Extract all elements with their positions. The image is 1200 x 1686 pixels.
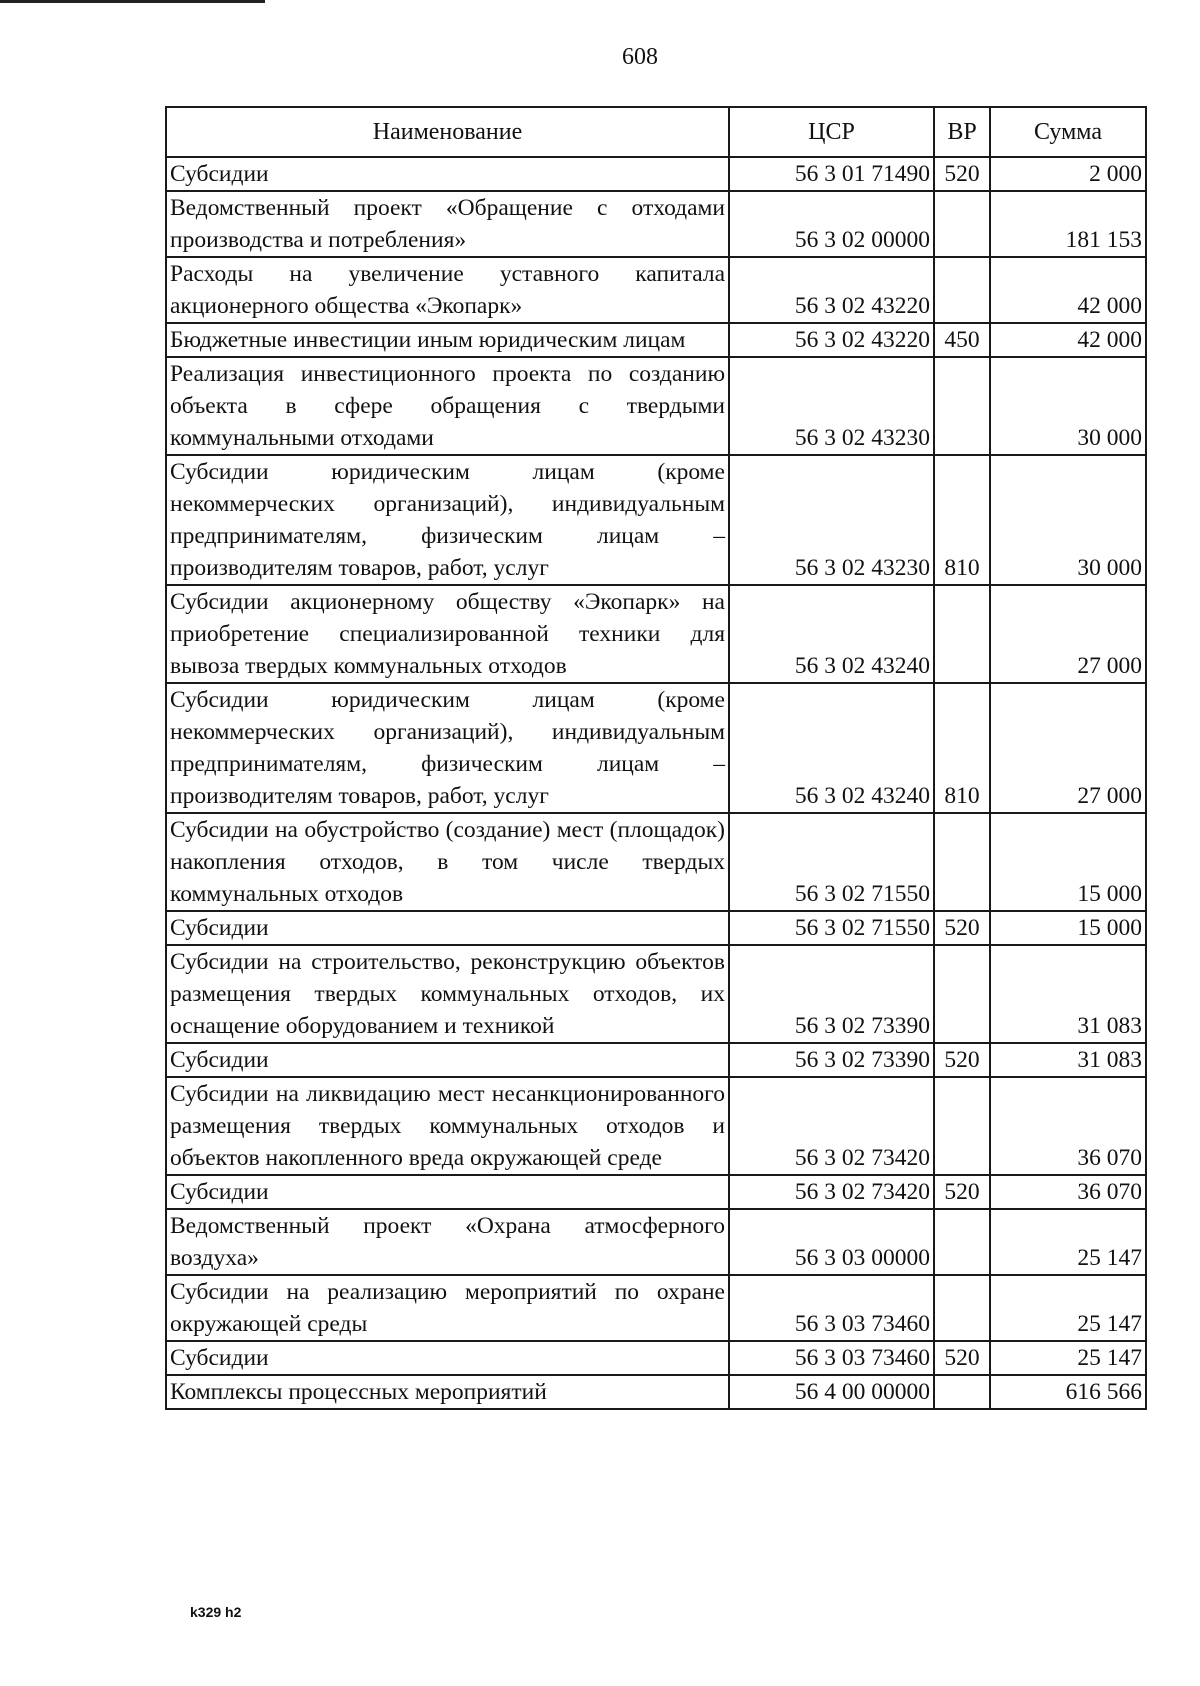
row-csr: 56 3 02 43230 (729, 357, 934, 455)
table-row (166, 1209, 1146, 1275)
row-vr (934, 585, 990, 683)
row-name: Субсидии (166, 157, 729, 191)
budget-table (165, 106, 1147, 1410)
row-name: Субсидии на строительство, реконструкцию объектов размещения твердых коммунальных отходов, их оснащение оборудованием и техникой (166, 945, 729, 1043)
row-name: Бюджетные инвестиции иным юридическим лицам (166, 323, 729, 357)
row-sum: 36 070 (990, 1175, 1146, 1209)
row-vr (934, 357, 990, 455)
row-csr: 56 4 00 00000 (729, 1375, 934, 1409)
row-csr: 56 3 02 73420 (729, 1175, 934, 1209)
row-name: Субсидии (166, 1341, 729, 1375)
row-csr: 56 3 02 73390 (729, 945, 934, 1043)
row-name: Субсидии на реализацию мероприятий по охране окружающей среды (166, 1275, 729, 1341)
table-row (166, 945, 1146, 1043)
row-csr: 56 3 02 71550 (729, 813, 934, 911)
row-csr: 56 3 02 00000 (729, 191, 934, 257)
table-row (166, 911, 1146, 945)
table-row (166, 813, 1146, 911)
row-vr: 520 (934, 1175, 990, 1209)
row-sum: 25 147 (990, 1341, 1146, 1375)
table-row (166, 157, 1146, 191)
table-row (166, 1077, 1146, 1175)
row-sum: 616 566 (990, 1375, 1146, 1409)
row-sum: 2 000 (990, 157, 1146, 191)
page-number: 608 (622, 44, 658, 70)
table-row (166, 585, 1146, 683)
row-name: Субсидии акционерному обществу «Экопарк» на приобретение специализированной техники для вывоза твердых коммунальных отходов (166, 585, 729, 683)
table-row (166, 455, 1146, 585)
row-csr: 56 3 03 73460 (729, 1275, 934, 1341)
row-csr: 56 3 02 73390 (729, 1043, 934, 1077)
row-vr: 810 (934, 683, 990, 813)
header-csr: ЦСР (729, 107, 934, 157)
row-csr: 56 3 02 71550 (729, 911, 934, 945)
table-row (166, 323, 1146, 357)
row-vr (934, 1275, 990, 1341)
row-name: Ведомственный проект «Охрана атмосферного воздуха» (166, 1209, 729, 1275)
row-vr (934, 191, 990, 257)
row-name: Субсидии на обустройство (создание) мест (площадок) накопления отходов, в том числе твердых коммунальных отходов (166, 813, 729, 911)
row-csr: 56 3 02 43220 (729, 323, 934, 357)
row-csr: 56 3 02 43240 (729, 585, 934, 683)
row-sum: 25 147 (990, 1209, 1146, 1275)
header-sum: Сумма (990, 107, 1146, 157)
row-name: Субсидии юридическим лицам (кроме некоммерческих организаций), индивидуальным предпринимателям, физическим лицам – производителям товаров, работ, услуг (166, 455, 729, 585)
row-name: Ведомственный проект «Обращение с отходами производства и потребления» (166, 191, 729, 257)
row-sum: 30 000 (990, 357, 1146, 455)
row-vr (934, 1375, 990, 1409)
row-name: Субсидии юридическим лицам (кроме некоммерческих организаций), индивидуальным предпринимателям, физическим лицам – производителям товаров, работ, услуг (166, 683, 729, 813)
row-sum: 42 000 (990, 257, 1146, 323)
row-vr: 810 (934, 455, 990, 585)
row-sum: 27 000 (990, 683, 1146, 813)
row-csr: 56 3 02 43230 (729, 455, 934, 585)
row-vr: 520 (934, 1341, 990, 1375)
row-name: Комплексы процессных мероприятий (166, 1375, 729, 1409)
row-vr (934, 257, 990, 323)
row-vr: 520 (934, 157, 990, 191)
table-row (166, 1043, 1146, 1077)
row-sum: 42 000 (990, 323, 1146, 357)
row-csr: 56 3 02 43240 (729, 683, 934, 813)
row-csr: 56 3 02 73420 (729, 1077, 934, 1175)
top-rule (0, 0, 265, 3)
row-name: Субсидии (166, 911, 729, 945)
row-sum: 25 147 (990, 1275, 1146, 1341)
table-row (166, 257, 1146, 323)
table-row (166, 1375, 1146, 1409)
row-csr: 56 3 03 73460 (729, 1341, 934, 1375)
table-row (166, 1175, 1146, 1209)
row-sum: 181 153 (990, 191, 1146, 257)
row-name: Субсидии на ликвидацию мест несанкционированного размещения твердых коммунальных отходов и объектов накопленного вреда окружающей среде (166, 1077, 729, 1175)
row-vr: 520 (934, 911, 990, 945)
row-sum: 31 083 (990, 945, 1146, 1043)
row-sum: 15 000 (990, 813, 1146, 911)
table-row (166, 1341, 1146, 1375)
row-vr: 450 (934, 323, 990, 357)
row-vr (934, 1209, 990, 1275)
row-name: Субсидии (166, 1175, 729, 1209)
row-sum: 30 000 (990, 455, 1146, 585)
header-vr: ВР (934, 107, 990, 157)
header-name: Наименование (166, 107, 729, 157)
row-name: Реализация инвестиционного проекта по созданию объекта в сфере обращения с твердыми коммунальными отходами (166, 357, 729, 455)
row-csr: 56 3 02 43220 (729, 257, 934, 323)
row-sum: 36 070 (990, 1077, 1146, 1175)
row-name: Расходы на увеличение уставного капитала акционерного общества «Экопарк» (166, 257, 729, 323)
row-sum: 31 083 (990, 1043, 1146, 1077)
row-vr: 520 (934, 1043, 990, 1077)
row-sum: 15 000 (990, 911, 1146, 945)
row-name: Субсидии (166, 1043, 729, 1077)
footer-code: k329 h2 (190, 1604, 242, 1620)
row-csr: 56 3 01 71490 (729, 157, 934, 191)
row-csr: 56 3 03 00000 (729, 1209, 934, 1275)
table-row (166, 357, 1146, 455)
row-sum: 27 000 (990, 585, 1146, 683)
row-vr (934, 945, 990, 1043)
table-row (166, 683, 1146, 813)
table-header-row (166, 107, 1146, 157)
row-vr (934, 813, 990, 911)
row-vr (934, 1077, 990, 1175)
table-row (166, 1275, 1146, 1341)
table-row (166, 191, 1146, 257)
